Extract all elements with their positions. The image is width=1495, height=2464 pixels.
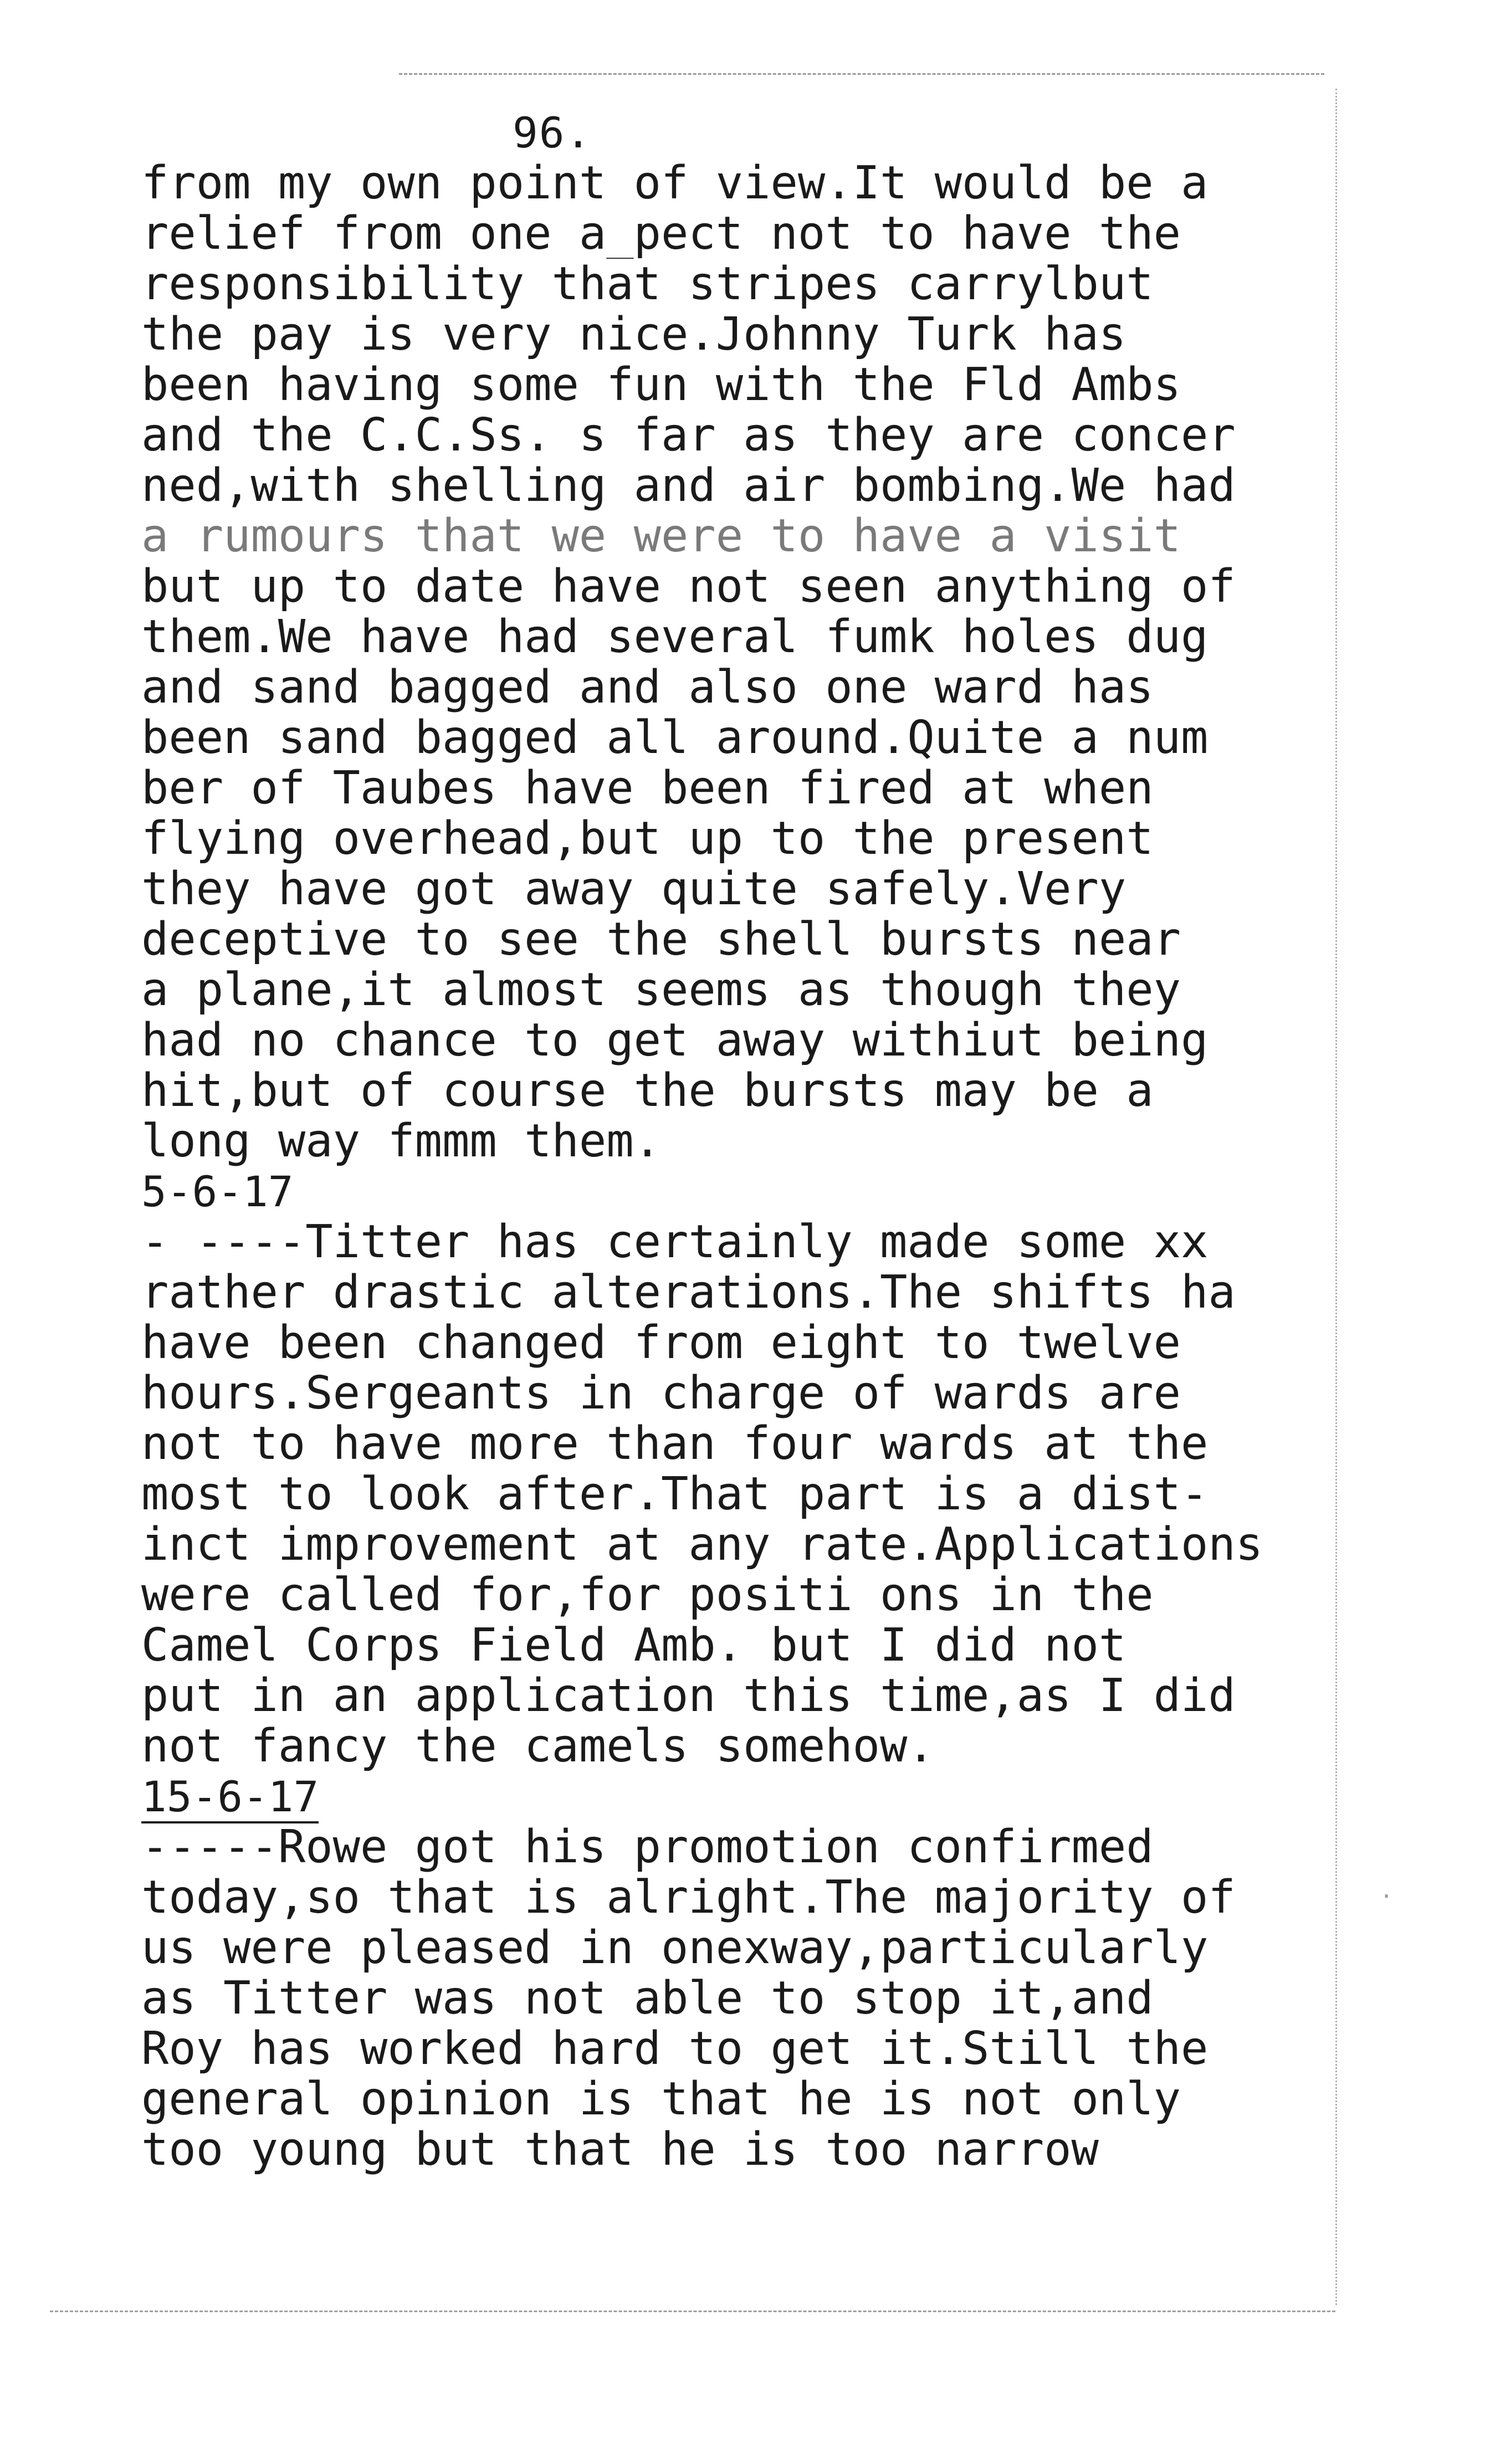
text-line: been having some fun with the Fld Ambs xyxy=(141,360,1181,410)
page-edge-right xyxy=(1335,89,1337,2305)
text-line: responsibility that stripes carrylbut xyxy=(141,259,1154,309)
page-number: 96. xyxy=(513,108,592,157)
text-line: relief from one a_pect not to have the xyxy=(141,208,1181,259)
text-line: ned,with shelling and air bombing.We had xyxy=(141,460,1236,511)
page-edge-bottom xyxy=(50,2311,1335,2312)
text-line: not fancy the camels somehow. xyxy=(141,1721,935,1771)
text-line: - ----Titter has certainly made some xx xyxy=(141,1217,1209,1267)
text-line: long way fmmm them. xyxy=(141,1116,661,1166)
text-line: and sand bagged and also one ward has xyxy=(141,662,1154,713)
text-line: they have got away quite safely.Very xyxy=(141,864,1127,914)
text-line: were called for,for positi ons in the xyxy=(141,1570,1154,1620)
text-line: not to have more than four wards at the xyxy=(141,1418,1209,1469)
text-line: Roy has worked hard to get it.Still the xyxy=(141,2024,1209,2074)
text-line: today,so that is alright.The majority of xyxy=(141,1872,1236,1923)
text-line: have been changed from eight to twelve xyxy=(141,1318,1181,1368)
text-line: as Titter was not able to stop it,and xyxy=(141,1973,1154,2024)
text-line: hit,but of course the bursts may be a xyxy=(141,1065,1154,1116)
text-line: -----Rowe got his promotion confirmed xyxy=(141,1822,1154,1872)
text-line: deceptive to see the shell bursts near xyxy=(141,914,1181,965)
text-line: hours.Sergeants in charge of wards are xyxy=(141,1368,1181,1418)
text-line: them.We have had several fumk holes dug xyxy=(141,612,1209,662)
text-line: from my own point of view.It would be a xyxy=(141,158,1209,208)
text-line: Camel Corps Field Amb. but I did not xyxy=(141,1620,1127,1671)
text-line: been sand bagged all around.Quite a num xyxy=(141,713,1209,763)
entry-date xyxy=(141,1771,1327,1822)
text-line: inct improvement at any rate.Applications xyxy=(141,1519,1263,1570)
text-line: rather drastic alterations.The shifts ha xyxy=(141,1267,1236,1318)
text-line: ber of Taubes have been fired at when xyxy=(141,763,1154,813)
margin-mark: · xyxy=(1380,1884,1394,1909)
text-line: but up to date have not seen anything of xyxy=(141,561,1236,612)
text-line: a plane,it almost seems as though they xyxy=(141,965,1181,1015)
text-line: had no chance to get away withiut being xyxy=(141,1015,1209,1065)
text-line: flying overhead,but up to the present xyxy=(141,813,1154,864)
text-line: us were pleased in onexway,particularly xyxy=(141,1923,1209,1973)
text-line: too young but that he is too narrow xyxy=(141,2124,1099,2175)
text-line: and the C.C.Ss. s far as they are concer xyxy=(141,410,1236,460)
page-edge-top xyxy=(399,73,1324,75)
typed-text-body xyxy=(141,158,1327,2175)
entry-date: 5-6-17 xyxy=(141,1167,294,1216)
text-line: most to look after.That part is a dist- xyxy=(141,1469,1209,1519)
text-line: general opinion is that he is not only xyxy=(141,2074,1181,2124)
text-line: the pay is very nice.Johnny Turk has xyxy=(141,309,1127,360)
text-line: put in an application this time,as I did xyxy=(141,1671,1236,1721)
entry-date-underlined: 15-6-17 xyxy=(141,1772,319,1823)
text-line-faded: a rumours that we were to have a visit xyxy=(141,511,1181,561)
